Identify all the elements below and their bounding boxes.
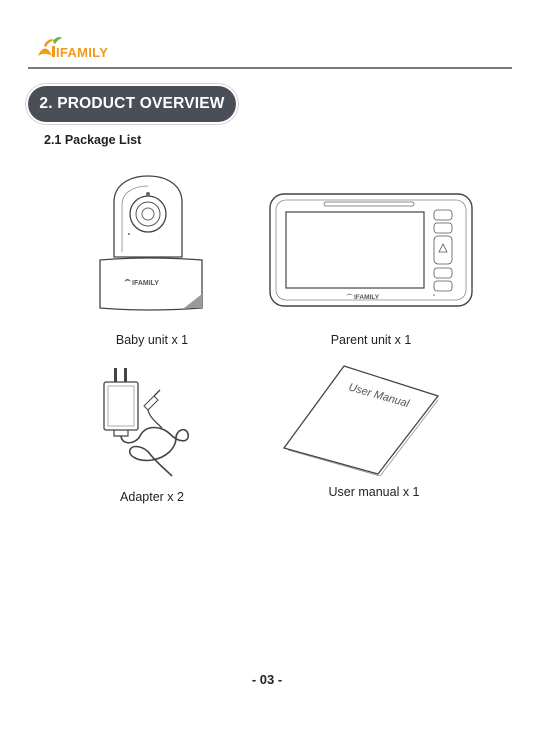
section-title [28, 86, 236, 122]
power-adapter-icon [92, 366, 198, 480]
page-number: - 03 - [251, 672, 283, 687]
baby-unit-brand: IFAMILY [132, 280, 159, 287]
brand-logo [34, 34, 134, 64]
parent-unit-item [268, 192, 474, 315]
user-manual-icon [282, 362, 442, 476]
parent-unit-caption: Parent unit x 1 [330, 333, 412, 347]
adapter-caption: Adapter x 2 [120, 490, 184, 504]
manual-cover-text: User Manual [347, 381, 411, 411]
brand-text: IFAMILY [56, 45, 109, 60]
user-manual-item [282, 362, 442, 481]
parent-monitor-icon [268, 192, 474, 310]
adapter-item [92, 366, 198, 485]
parent-unit-brand: IFAMILY [354, 294, 380, 301]
baby-unit-caption: Baby unit x 1 [115, 333, 189, 347]
section-title-text: 2. PRODUCT OVERVIEW [39, 95, 225, 112]
ifamily-logo-icon [34, 34, 134, 64]
user-manual-caption: User manual x 1 [328, 485, 420, 499]
baby-camera-icon [94, 172, 214, 316]
header-divider [28, 67, 512, 69]
subsection-title: 2.1 Package List [44, 133, 142, 147]
baby-unit-item [94, 172, 214, 321]
